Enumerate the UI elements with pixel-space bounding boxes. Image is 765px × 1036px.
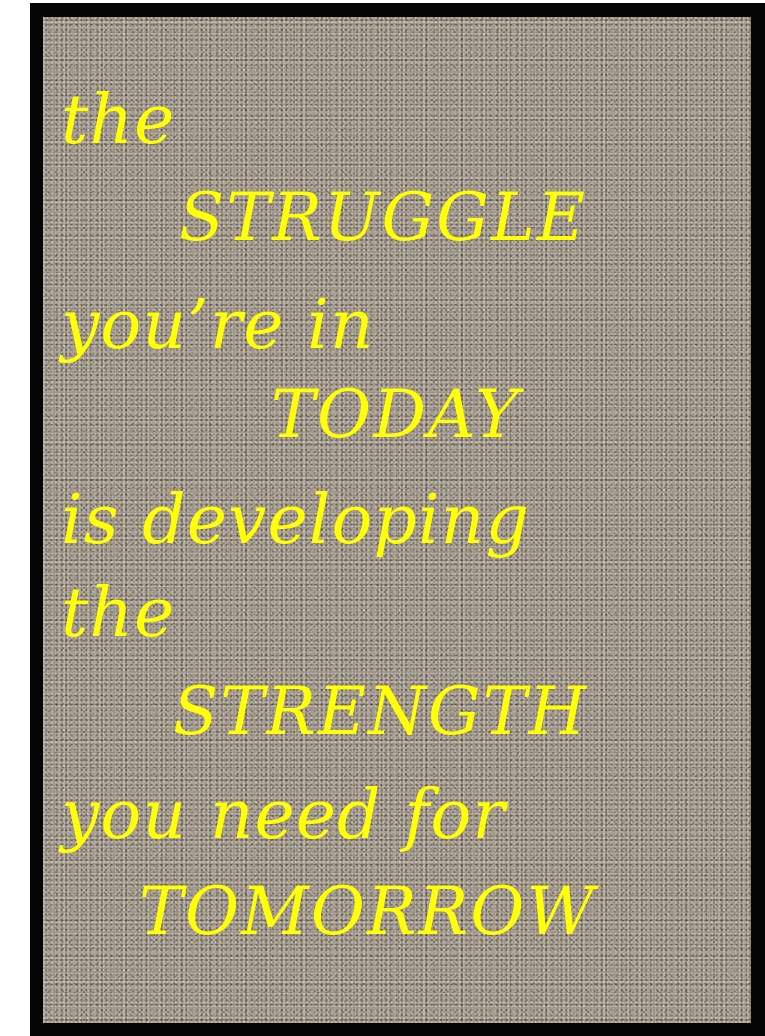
speckled-background	[43, 17, 751, 1023]
quote-line-struggle: STRUGGLE	[179, 179, 588, 256]
quote-line-today: TODAY	[271, 376, 521, 453]
quote-line-strength: STRENGTH	[173, 673, 589, 750]
quote-line-you-need-for: you need for	[61, 776, 506, 855]
quote-line-youre-in: you’re in	[61, 286, 375, 365]
poster-frame	[30, 3, 765, 1036]
quote-line-the-1: the	[61, 81, 176, 160]
quote-line-the-2: the	[61, 574, 176, 653]
quote-line-tomorrow: TOMORROW	[139, 873, 597, 950]
quote-line-is-developing: is developing	[61, 481, 530, 560]
